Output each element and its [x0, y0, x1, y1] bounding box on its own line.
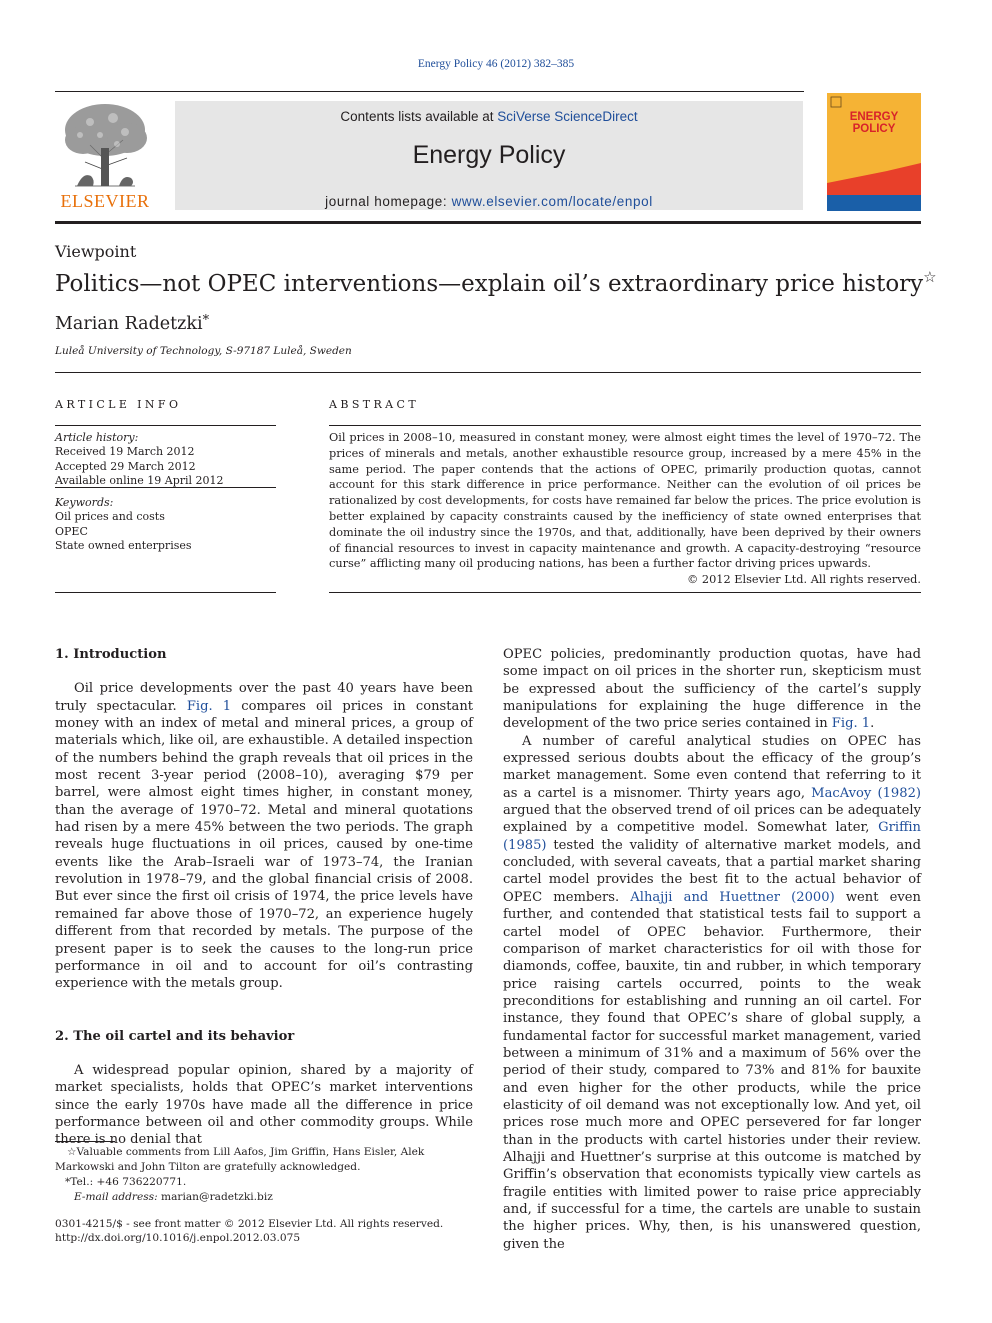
- paragraph-text: Oil price developments over the past 40 years have been truly spectacular.: [55, 681, 473, 714]
- article-title: [55, 268, 937, 297]
- citation-link[interactable]: Griffin (1985): [503, 820, 921, 853]
- header-thick-rule: [55, 221, 921, 224]
- article-info-rule: [55, 425, 276, 426]
- keywords: [55, 496, 192, 553]
- keywords-label: Keywords:: [55, 496, 114, 509]
- paragraph-text: OPEC policies, predominantly production quotas, have had some impact on oil prices in the shorter run, skepticism must be expressed about the sufficiency of the cartel’s supply manipulations for explaining the huge difference in the development of the two price series contained in: [503, 647, 921, 732]
- keyword: Oil prices and costs: [55, 510, 165, 524]
- homepage-prefix: journal homepage:: [325, 194, 452, 209]
- keyword: State owned enterprises: [55, 538, 192, 552]
- cover-title-line1: ENERGY: [849, 111, 899, 123]
- contents-prefix: Contents lists available at: [340, 109, 498, 124]
- footnote-mark: ☆: [67, 1146, 77, 1158]
- title-footnote-mark[interactable]: ☆: [923, 268, 937, 286]
- journal-cover: [827, 93, 921, 211]
- publisher-name: ELSEVIER: [60, 191, 150, 211]
- abstract-rule: [329, 425, 921, 426]
- abstract-heading: ABSTRACT: [329, 398, 420, 411]
- abstract: [329, 430, 921, 588]
- author-footnote-mark[interactable]: *: [202, 313, 210, 328]
- footnote-rule: [55, 1141, 115, 1142]
- figure-link[interactable]: Fig. 1: [831, 716, 871, 732]
- online-date: Available online 19 April 2012: [55, 473, 224, 487]
- cover-title: [827, 111, 921, 135]
- left-column: [55, 646, 473, 1149]
- footnote-email: [55, 1190, 473, 1205]
- homepage-line: [175, 194, 803, 209]
- paragraph-text: argued that the observed trend of oil prices can be adequately explained by a competitive model. Somewhat later,: [503, 803, 921, 836]
- journal-citation[interactable]: Energy Policy 46 (2012) 382–385: [417, 58, 575, 70]
- keyword: OPEC: [55, 524, 88, 538]
- footnote-telephone: [55, 1175, 473, 1190]
- footnote-text: Tel.: +46 736220771.: [70, 1176, 187, 1188]
- footnote-text: Valuable comments from Lill Aafos, Jim Griffin, Hans Eisler, Alek Markowski and John Tilton are gratefully acknowledged.: [55, 1146, 425, 1173]
- author-name: [55, 313, 209, 334]
- article-info-rule-3: [55, 592, 276, 593]
- email-label: E-mail address:: [74, 1191, 158, 1203]
- paragraph: [503, 646, 921, 733]
- page-footer: [55, 1217, 475, 1245]
- paragraph: [503, 733, 921, 1253]
- paragraph: A widespread popular opinion, shared by a majority of market specialists, holds that OPEC’s market interventions since the early 1970s have made all the difference in price performance between oil and other commodity groups. While there is no denial that: [55, 1062, 473, 1148]
- abstract-rule-2: [329, 592, 921, 593]
- figure-link[interactable]: Fig. 1: [186, 698, 232, 714]
- footnotes: [55, 1145, 473, 1205]
- paragraph-text: .: [870, 716, 875, 732]
- header-rule: [55, 91, 804, 92]
- article-history: [55, 431, 224, 488]
- article-title-text: Politics—not OPEC interventions—explain oil’s extraordinary price history: [55, 271, 924, 297]
- issn-line: 0301-4215/$ - see front matter © 2012 Elsevier Ltd. All rights reserved.: [55, 1218, 444, 1230]
- right-column: [503, 646, 921, 1253]
- sciencedirect-link[interactable]: SciVerse ScienceDirect: [497, 109, 638, 124]
- author-name-text: Marian Radetzki: [55, 314, 203, 334]
- article-info-rule-2: [55, 487, 276, 488]
- paragraph-text: tested the validity of alternative market models, and concluded, with several caveats, that a partial market sharing cartel model provides the best fit to the actual behavior of OPEC members.: [503, 837, 921, 905]
- elsevier-logo: [55, 100, 155, 212]
- citation-link[interactable]: MacAvoy (1982): [811, 785, 922, 801]
- contents-line: [175, 109, 803, 124]
- paragraph: [55, 680, 473, 992]
- footnote-acknowledgement: [55, 1145, 473, 1175]
- paragraph-text: compares oil prices in constant money with an index of metal and mineral prices, a group of materials which, like oil, are exhaustible. A detailed inspection of the numbers behind the graph reveals that oil prices in the most recent 3-year period (2008–10), averaging $79 per barrel, were almost eight times higher, in constant money, than the average of 1970–72. Metal and mineral quotations had risen by a mere 45% between the two periods. The graph reveals huge fluctuations in oil prices, caused by one-time events like the Arab–Israeli war of 1973–74, the Iranian revolution in 1978–79, and the global financial crisis of 2008. But ever since the first oil crisis of 1974, the price levels have remained far above those of 1970–72, an experience hugely different from that recorded by metals. The purpose of the present paper is to seek the causes to the long-run price performance in oil and to account for oil’s contrasting experience with the metals group.: [55, 698, 474, 992]
- email-address[interactable]: marian@radetzki.biz: [161, 1191, 273, 1203]
- affiliation: Luleå University of Technology, S-97187 Luleå, Sweden: [55, 345, 352, 357]
- homepage-link[interactable]: www.elsevier.com/locate/enpol: [451, 194, 653, 209]
- paragraph-text: went even further, and contended that statistical tests fail to support a cartel model of OPEC behavior. Furthermore, their comparison of market characteristics for oil with those for diamonds, coffee, bauxite, tin and rubber, in which temporary price raising cartels occurred, points to the weak preconditions for establishing and running an oil cartel. For instance, they found that OPEC’s share of global supply, a fundamental factor for successful market management, varied between a minimum of 31% and a maximum of 56% over the period of their study, compared to 73% and 81% for bauxite and even higher for the other products, while the price elasticity of oil demand was not exceptionally low. And yet, oil prices rose much more and OPEC persevered for far longer than in the products with cartel histories under their review. Alhajji and Huettner’s surprise at this outcome is matched by Griffin’s observation that economists typically view cartels as fragile entities with limited power to raise price appreciably and, if successful for a time, the cartels are unable to sustain the higher prices. Why, then, is his unanswered question, given the: [503, 889, 921, 1252]
- footnote-mark: *: [65, 1176, 71, 1188]
- accepted-date: Accepted 29 March 2012: [55, 459, 196, 473]
- doi-link[interactable]: http://dx.doi.org/10.1016/j.enpol.2012.03.075: [55, 1232, 301, 1244]
- abstract-text: Oil prices in 2008–10, measured in constant money, were almost eight times the level of 1970–72. The prices of minerals and metals, another exhaustible resource group, increased by a mere 45% in the same period. The paper contends that the actions of OPEC, primarily production quotas, cannot account for this stark difference in price performance. Neither can the evolution of oil prices be rationalized by cost developments, for costs have remained far below the prices. The price evolution is better explained by capacity constraints caused by the inefficiency of state owned enterprises that dominate the oil industry since the 1970s, and that, additionally, have been deprived by their owners of financial resources to invest in capacity maintenance and growth. A capacity-destroying “resource curse” afflicting many oil producing nations, has been a further factor driving prices upwards.: [329, 431, 921, 571]
- section-heading-introduction: 1. Introduction: [55, 647, 167, 662]
- abstract-copyright: © 2012 Elsevier Ltd. All rights reserved.: [687, 573, 921, 587]
- history-label: Article history:: [55, 431, 139, 444]
- journal-banner: [175, 101, 803, 210]
- section-type: Viewpoint: [55, 242, 137, 261]
- received-date: Received 19 March 2012: [55, 445, 195, 459]
- tree-icon: [55, 100, 155, 188]
- cover-title-line2: POLICY: [852, 123, 896, 135]
- article-info-heading: ARTICLE INFO: [55, 398, 182, 411]
- title-rule: [55, 372, 921, 373]
- section-heading-oil-cartel: 2. The oil cartel and its behavior: [55, 1028, 295, 1044]
- citation-link[interactable]: Alhajji and Huettner (2000): [630, 889, 835, 905]
- journal-name: Energy Policy: [412, 141, 566, 169]
- paragraph-text: A number of careful analytical studies on OPEC has expressed serious doubts about the efficacy of the group’s market management. Some even contend that referring to it as a cartel is a misnomer. Thirty years ago,: [503, 733, 921, 801]
